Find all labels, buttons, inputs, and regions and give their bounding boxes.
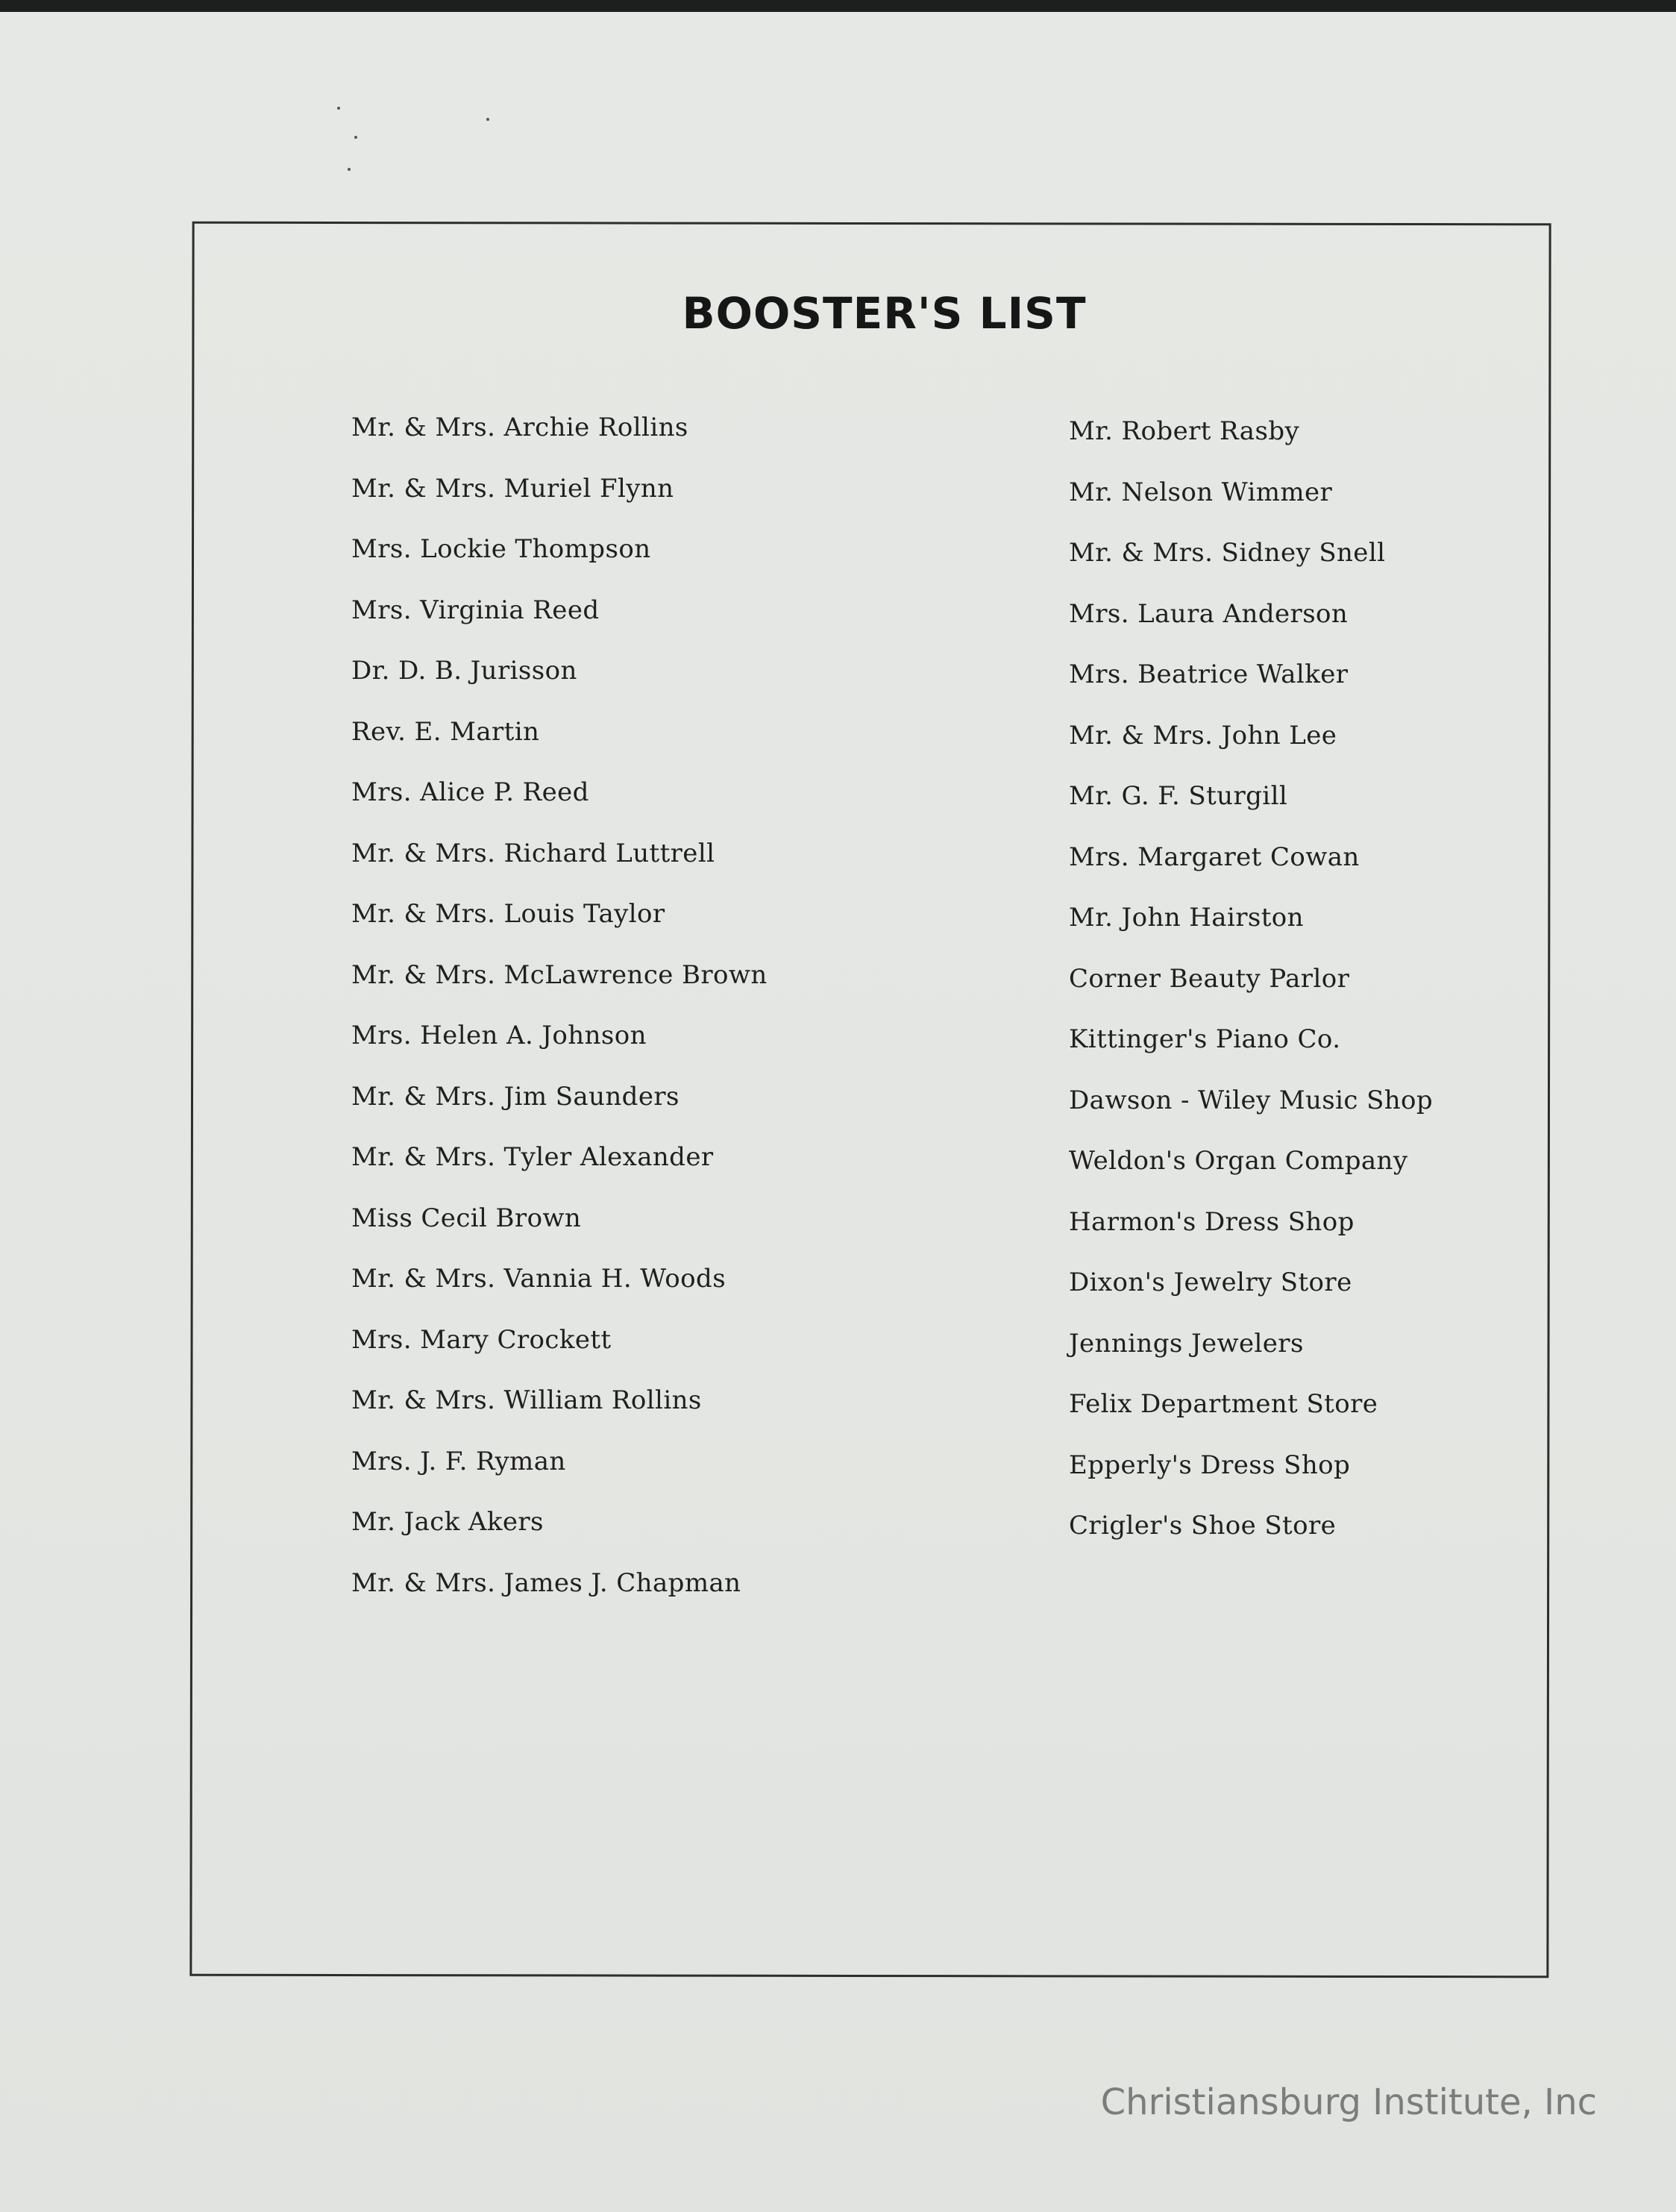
booster-entry: Jennings Jewelers xyxy=(1069,1328,1304,1359)
booster-entry: Mr. & Mrs. James J. Chapman xyxy=(351,1567,741,1598)
booster-entry: Mr. & Mrs. Archie Rollins xyxy=(351,413,688,442)
booster-entry: Mr. & Mrs. Vannia H. Woods xyxy=(351,1264,726,1294)
booster-entry: Mr. & Mrs. William Rollins xyxy=(351,1385,702,1415)
booster-entry: Mr. Jack Akers xyxy=(351,1507,544,1537)
booster-entry: Mr. & Mrs. Muriel Flynn xyxy=(351,473,674,504)
booster-entry: Mr. & Mrs. McLawrence Brown xyxy=(351,959,768,990)
booster-entry: Mr. & Mrs. Tyler Alexander xyxy=(351,1142,714,1172)
paper-speck xyxy=(486,118,489,121)
booster-entry: Felix Department Store xyxy=(1069,1389,1378,1419)
booster-entry: Corner Beauty Parlor xyxy=(1069,963,1350,994)
paper-speck xyxy=(354,136,357,139)
booster-entry: Weldon's Organ Company xyxy=(1069,1146,1408,1176)
booster-entry: Mr. Robert Rasby xyxy=(1069,416,1300,446)
paper-speck xyxy=(337,107,340,110)
page-title: BOOSTER'S LIST xyxy=(682,288,1087,339)
booster-entry: Mr. John Hairston xyxy=(1069,903,1304,933)
booster-entry: Mr. & Mrs. Jim Saunders xyxy=(351,1081,679,1112)
booster-entry: Epperly's Dress Shop xyxy=(1069,1450,1351,1480)
booster-entry: Dawson - Wiley Music Shop xyxy=(1069,1085,1434,1115)
booster-entry: Dixon's Jewelry Store xyxy=(1069,1268,1352,1297)
booster-entry: Mr. & Mrs. Sidney Snell xyxy=(1069,538,1386,568)
booster-entry: Kittinger's Piano Co. xyxy=(1069,1024,1341,1054)
booster-entry: Mr. G. F. Sturgill xyxy=(1069,781,1288,811)
booster-entry: Mrs. Beatrice Walker xyxy=(1069,659,1349,689)
booster-entry: Mrs. Laura Anderson xyxy=(1069,598,1349,629)
watermark-text: Christiansburg Institute, Inc xyxy=(1100,2081,1597,2123)
paper-speck xyxy=(348,168,351,171)
booster-entry: Mr. & Mrs. Richard Luttrell xyxy=(351,838,715,868)
booster-entry: Mrs. J. F. Ryman xyxy=(351,1446,566,1476)
booster-entry: Mrs. Margaret Cowan xyxy=(1069,842,1360,872)
booster-entry: Mrs. Virginia Reed xyxy=(351,595,600,625)
booster-list-right-column xyxy=(1069,410,1433,1566)
booster-entry: Mrs. Lockie Thompson xyxy=(351,534,651,564)
booster-entry: Mr. & Mrs. Louis Taylor xyxy=(351,899,665,929)
booster-entry: Miss Cecil Brown xyxy=(351,1203,582,1233)
booster-entry: Rev. E. Martin xyxy=(351,716,540,747)
booster-entry: Crigler's Shoe Store xyxy=(1069,1511,1337,1541)
booster-list-left-column xyxy=(351,407,768,1623)
booster-entry: Harmon's Dress Shop xyxy=(1069,1206,1355,1237)
booster-entry: Mr. & Mrs. John Lee xyxy=(1069,720,1337,751)
booster-entry: Mrs. Helen A. Johnson xyxy=(351,1021,647,1050)
scan-top-edge xyxy=(0,0,1676,12)
booster-entry: Mrs. Alice P. Reed xyxy=(351,777,589,807)
booster-entry: Mrs. Mary Crockett xyxy=(351,1324,612,1355)
booster-entry: Mr. Nelson Wimmer xyxy=(1069,477,1333,507)
booster-entry: Dr. D. B. Jurisson xyxy=(351,656,577,686)
